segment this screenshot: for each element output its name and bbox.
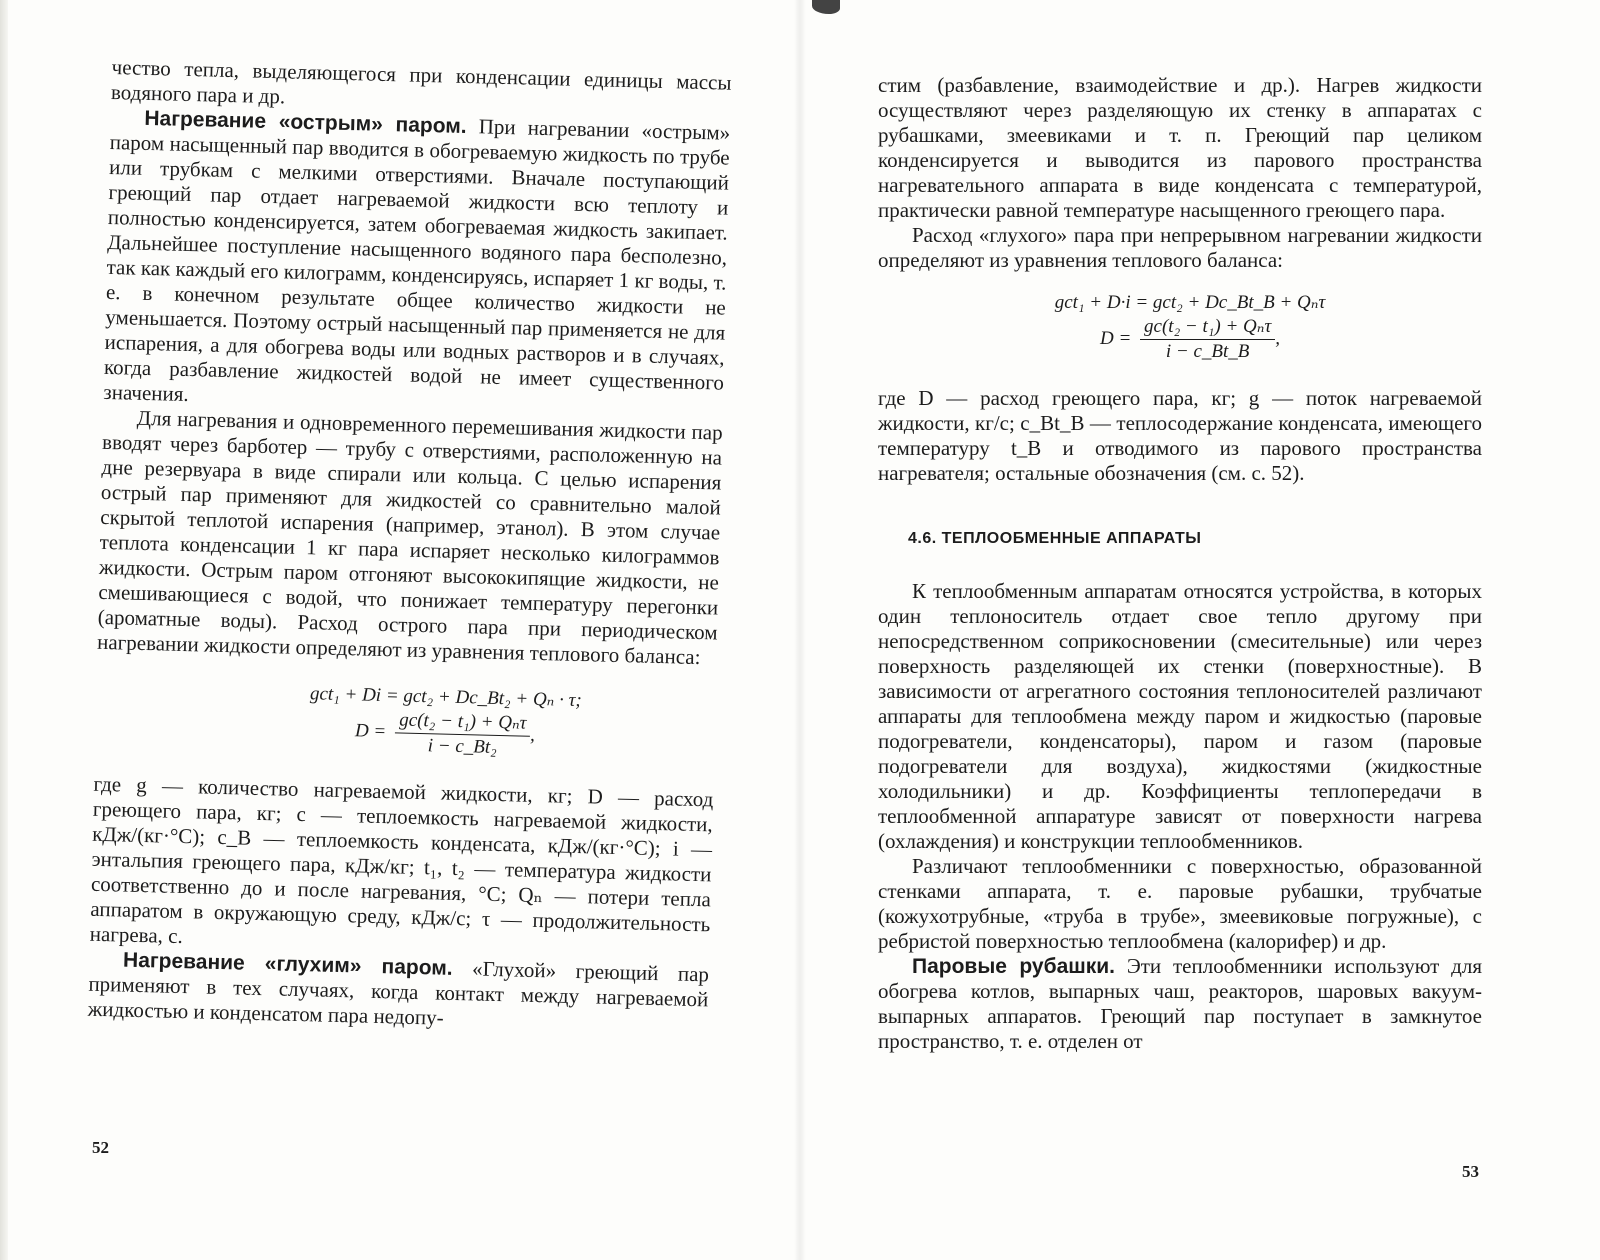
ink-blot (812, 0, 840, 14)
page-edge (0, 0, 8, 1260)
paragraph: Для нагревания и одновременного перемешивания жидкости пар вводят через барботер — трубу с отверстиями, расположенную на дне резервуара в виде спирали или кольца. С целью испарения острый пар применяют для жидкостей со сравнительно малой скрытой теплотой испарения (например, этанол). В этом случае теплота конденсации 1 кг пара испаряет несколько килограммов жидкости. Острым паром отгоняют высококипящие жидкости, не смешивающиеся с водой, что понижает температуру перегонки (ароматные воды). Расход острого пара при периодическом нагревании жидкости определяют из уравнения теплового баланса: (96, 405, 723, 670)
paragraph: где g — количество нагреваемой жидкости, кг; D — расход греющего пара, кг; c — теплоемкость нагреваемой жидкости, кДж/(кг·°С); c_B — теплоемкость конденсата, кДж/(кг·°С); i — энтальпия греющего пара, кДж/кг; t₁, t₂ — температура жидкости соответственно до и после нагревания, °С; Qₙ — потери тепла аппаратом в окружающую среду, кДж/с; τ — продолжительность нагрева, с. (89, 771, 714, 949)
fraction-numerator: gc(t₂ − t₁) + Qₙτ (395, 708, 531, 736)
page-number: 52 (92, 1138, 109, 1157)
heat-balance-formula (174, 679, 716, 766)
paragraph: где D — расход греющего пара, кг; g — поток нагреваемой жидкости, кг/с; c_Bt_B — теплосодержание конденсата, имеющего температуру t_B и отводимого из парового пространства нагревателя; остальные обозначения (см. с. 52). (878, 386, 1482, 485)
formula-fraction (1140, 315, 1275, 364)
formula-line: gct₁ + Di = gct₂ + Dc_Bt₂ + Qₙ · τ; (309, 683, 583, 712)
fraction-denominator: i − c_Bt₂ (427, 735, 498, 758)
formula-fraction (394, 708, 530, 760)
formula-lhs: D = (1099, 327, 1132, 349)
run-in-heading: Нагревание «острым» паром. (144, 106, 467, 138)
section-heading: 4.6. ТЕПЛООБМЕННЫЕ АППАРАТЫ (908, 530, 1202, 547)
paragraph-text: «Глухой» греющий пар применяют в тех случаях, когда контакт между нагреваемой жидкостью и конденсатом пара недопу- (87, 955, 710, 1030)
paragraph (878, 954, 1482, 1054)
formula-tail: , (1275, 327, 1281, 349)
formula-tail: , (529, 724, 536, 746)
formula-line: gct₁ + D·i = gct₂ + Dc_Bt_B + Qₙτ (1054, 292, 1326, 313)
paragraph-text: При нагревании «острым» паром насыщенный пар вводится в обогреваемую жидкость по трубе или трубкам с мелкими отверстиями. Вначале поступающий греющий пар отдает нагреваемой жидкости всю теплоту и полностью конденсируется, затем обогреваемая жидкость закипает. Дальнейшее поступление насыщенного водяного пара бесполезно, так как каждый его килограмм, конденсируясь, испаряет 1 кг воды, т. е. в конечном результате общее количество жидкости не уменьшается. Поэтому острый насыщенный пар применяется не для испарения, а для обогрева воды или водных растворов и в случаях, когда разбавление жидкостей водой не имеет существенного значения. (103, 114, 731, 407)
formula-line (898, 315, 1482, 364)
fraction-numerator: gc(t₂ − t₁) + Qₙτ (1140, 315, 1275, 340)
paragraph: К теплообменным аппаратам относятся устройства, в которых один теплоноситель отдает свое тепло другому при непосредственном соприкосновении (смесительные) или через поверхность разделяющей их стенки (поверхностные). В зависимости от агрегатного состояния теплоносителей различают аппараты для теплообмена между паром и жидкостью (паровые подогреватели, конденсаторы), паром и газом (паровые подогреватели для воздуха), жидкостями (жидкостные холодильники) и др. Коэффициенты теплопередачи в теплообменной аппаратуре зависят от поверхности нагрева (охлаждения) и конструкции теплообменников. (878, 579, 1482, 853)
paragraph (103, 105, 730, 421)
formula-lhs: D = (354, 720, 387, 743)
paragraph-text: Эти теплообменники используют для обогрева котлов, выпарных чаш, реакторов, шаровых вакуум-выпарных аппаратов. Греющий пар поступает в замкнутое пространство, т. е. отделен от (878, 954, 1482, 1053)
run-in-heading: Паровые рубашки. (912, 955, 1116, 978)
fraction-denominator: i − c_Bt_B (1165, 341, 1250, 362)
paragraph: Расход «глухого» пара при непрерывном нагревании жидкости определяют из уравнения теплового баланса: (878, 223, 1482, 272)
heat-balance-formula (898, 291, 1482, 364)
paragraph: чество тепла, выделяющегося при конденсации единицы массы водяного пара и др. (110, 55, 732, 109)
paragraph: стим (разбавление, взаимодействие и др.). Нагрев жидкости осуществляют через разделяющую их стенку в аппаратах с рубашками, змеевиками и т. п. Греющий пар целиком конденсируется и выводится из парового пространства нагревательного аппарата в виде конденсата с температурой, практически равной температуре насыщенного греющего пара. (878, 73, 1482, 222)
right-page (878, 73, 1482, 1054)
paragraph (88, 947, 710, 1038)
book-gutter (794, 0, 806, 1260)
paragraph: Различают теплообменники с поверхностью, образованной стенками аппарата, т. е. паровые рубашки, трубчатые (кожухотрубные, «труба в трубе», змеевиковые погружные), с ребристой поверхностью теплообмена (калорифер) и др. (878, 854, 1482, 953)
run-in-heading: Нагревание «глухим» паром. (122, 948, 453, 980)
page-number: 53 (1462, 1162, 1479, 1181)
left-page (88, 55, 732, 1037)
